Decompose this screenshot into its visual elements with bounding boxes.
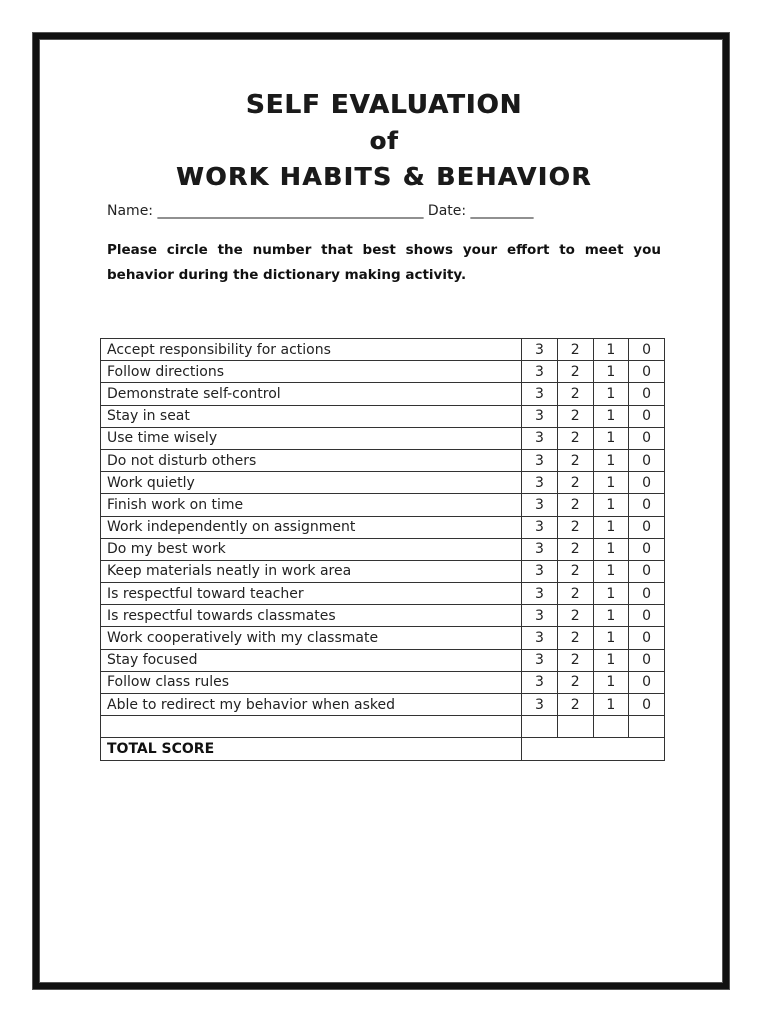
score-option[interactable]: 2 [557, 627, 593, 649]
instructions-text: Please circle the number that best shows your effort to meet you behavior during the dictionary making activity. [107, 242, 661, 283]
score-option[interactable]: 3 [522, 427, 558, 449]
score-option[interactable]: 2 [557, 649, 593, 671]
score-option[interactable]: 3 [522, 339, 558, 361]
behavior-item: Follow directions [101, 361, 522, 383]
score-option[interactable]: 0 [629, 649, 665, 671]
title-line-1: SELF EVALUATION [245, 90, 523, 120]
score-option[interactable]: 1 [593, 427, 629, 449]
score-option[interactable]: 3 [522, 494, 558, 516]
behavior-item: Is respectful towards classmates [101, 605, 522, 627]
behavior-item: Able to redirect my behavior when asked [101, 694, 522, 716]
score-option[interactable]: 2 [557, 339, 593, 361]
score-option[interactable]: 1 [593, 361, 629, 383]
table-row [101, 649, 665, 671]
score-option[interactable]: 1 [593, 694, 629, 716]
score-option[interactable]: 3 [522, 649, 558, 671]
score-option[interactable]: 2 [557, 405, 593, 427]
behavior-item: Is respectful toward teacher [101, 583, 522, 605]
total-score-field[interactable] [522, 738, 665, 760]
blank-cell [557, 716, 593, 738]
table-row [101, 583, 665, 605]
blank-cell [101, 716, 522, 738]
score-option[interactable]: 1 [593, 560, 629, 582]
score-option[interactable]: 3 [522, 516, 558, 538]
table-row [101, 427, 665, 449]
score-option[interactable]: 2 [557, 694, 593, 716]
behavior-item: Stay focused [101, 649, 522, 671]
score-option[interactable]: 2 [557, 494, 593, 516]
blank-row [101, 716, 665, 738]
score-option[interactable]: 0 [629, 383, 665, 405]
behavior-item: Demonstrate self-control [101, 383, 522, 405]
behavior-item: Stay in seat [101, 405, 522, 427]
score-option[interactable]: 0 [629, 449, 665, 471]
behavior-item: Work cooperatively with my classmate [101, 627, 522, 649]
behavior-item: Do not disturb others [101, 449, 522, 471]
score-option[interactable]: 0 [629, 605, 665, 627]
blank-cell [593, 716, 629, 738]
table-row [101, 472, 665, 494]
title-line-3: WORK HABITS & BEHAVIOR [176, 162, 592, 191]
blank-cell [522, 716, 558, 738]
table-row [101, 605, 665, 627]
score-option[interactable]: 2 [557, 583, 593, 605]
table-row [101, 361, 665, 383]
behavior-item: Follow class rules [101, 671, 522, 693]
score-option[interactable]: 0 [629, 538, 665, 560]
score-option[interactable]: 3 [522, 538, 558, 560]
table-row [101, 383, 665, 405]
score-option[interactable]: 0 [629, 339, 665, 361]
score-option[interactable]: 0 [629, 494, 665, 516]
score-option[interactable]: 3 [522, 472, 558, 494]
score-option[interactable]: 2 [557, 671, 593, 693]
behavior-item: Accept responsibility for actions [101, 339, 522, 361]
score-option[interactable]: 0 [629, 627, 665, 649]
score-option[interactable]: 3 [522, 671, 558, 693]
score-option[interactable]: 0 [629, 472, 665, 494]
score-option[interactable]: 3 [522, 560, 558, 582]
score-option[interactable]: 2 [557, 361, 593, 383]
score-option[interactable]: 1 [593, 583, 629, 605]
table-row [101, 560, 665, 582]
score-option[interactable]: 2 [557, 516, 593, 538]
behavior-item: Work quietly [101, 472, 522, 494]
score-option[interactable]: 1 [593, 383, 629, 405]
behavior-item: Use time wisely [101, 427, 522, 449]
score-option[interactable]: 1 [593, 671, 629, 693]
table-row [101, 405, 665, 427]
table-row [101, 339, 665, 361]
score-option[interactable]: 0 [629, 361, 665, 383]
score-option[interactable]: 3 [522, 383, 558, 405]
score-option[interactable]: 2 [557, 427, 593, 449]
score-option[interactable]: 3 [522, 583, 558, 605]
score-option[interactable]: 3 [522, 627, 558, 649]
score-option[interactable]: 0 [629, 671, 665, 693]
score-option[interactable]: 1 [593, 494, 629, 516]
score-option[interactable]: 0 [629, 583, 665, 605]
score-option[interactable]: 1 [593, 339, 629, 361]
table-row [101, 516, 665, 538]
total-row [101, 738, 665, 760]
score-option[interactable]: 0 [629, 405, 665, 427]
score-option[interactable]: 0 [629, 694, 665, 716]
evaluation-table [100, 338, 665, 761]
score-option[interactable]: 3 [522, 694, 558, 716]
table-row [101, 627, 665, 649]
score-option[interactable]: 3 [522, 605, 558, 627]
behavior-item: Work independently on assignment [101, 516, 522, 538]
name-date-field[interactable]: Name: ______________________________________ Date: _________ [107, 203, 534, 219]
score-option[interactable]: 1 [593, 472, 629, 494]
score-option[interactable]: 3 [522, 405, 558, 427]
table-row [101, 694, 665, 716]
score-option[interactable]: 2 [557, 560, 593, 582]
table-row [101, 671, 665, 693]
score-option[interactable]: 1 [593, 627, 629, 649]
document-title [0, 86, 768, 196]
behavior-item: Do my best work [101, 538, 522, 560]
score-option[interactable]: 2 [557, 383, 593, 405]
table-row [101, 494, 665, 516]
behavior-item: Keep materials neatly in work area [101, 560, 522, 582]
score-option[interactable]: 0 [629, 516, 665, 538]
score-option[interactable]: 1 [593, 605, 629, 627]
score-option[interactable]: 0 [629, 427, 665, 449]
score-option[interactable]: 2 [557, 449, 593, 471]
table-row [101, 538, 665, 560]
behavior-item: Finish work on time [101, 494, 522, 516]
score-option[interactable]: 3 [522, 361, 558, 383]
blank-cell [629, 716, 665, 738]
score-option[interactable]: 1 [593, 538, 629, 560]
title-line-2: of [369, 127, 399, 155]
score-option[interactable]: 1 [593, 649, 629, 671]
score-option[interactable]: 1 [593, 405, 629, 427]
score-option[interactable]: 2 [557, 605, 593, 627]
score-option[interactable]: 1 [593, 516, 629, 538]
score-option[interactable]: 1 [593, 449, 629, 471]
score-option[interactable]: 0 [629, 560, 665, 582]
total-score-label: TOTAL SCORE [101, 738, 522, 760]
score-option[interactable]: 2 [557, 472, 593, 494]
score-option[interactable]: 3 [522, 449, 558, 471]
score-option[interactable]: 2 [557, 538, 593, 560]
table-row [101, 449, 665, 471]
